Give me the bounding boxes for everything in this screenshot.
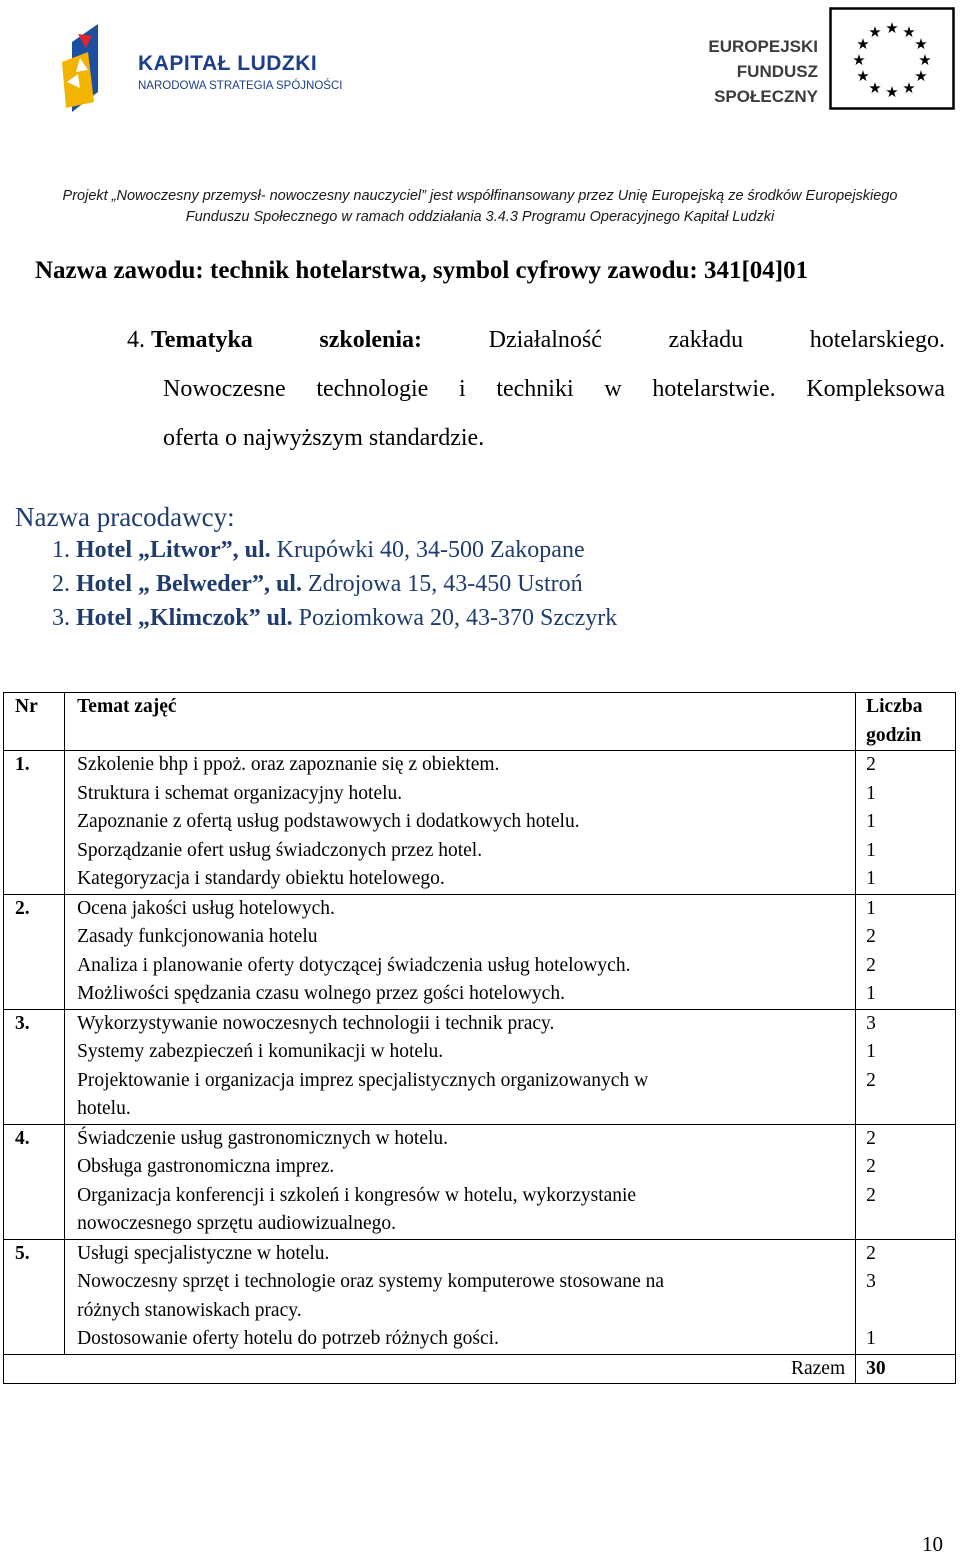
topic-number-label: 4. Tematyka xyxy=(127,327,253,353)
hours-value: 1 xyxy=(866,1328,876,1349)
svg-text:★: ★ xyxy=(868,79,882,97)
topic-line: Wykorzystywanie nowoczesnych technologii i technik pracy. xyxy=(77,1012,555,1034)
topic-line: Możliwości spędzania czasu wolnego przez gości hotelowych. xyxy=(77,983,565,1004)
topic-line: Dostosowanie oferty hotelu do potrzeb różnych gości. xyxy=(77,1328,499,1349)
hours-value: 2 xyxy=(866,1156,876,1177)
hours-value: 1 xyxy=(866,983,876,1004)
topic-word: w xyxy=(604,376,622,402)
kapital-ludzki-title: KAPITAŁ LUDZKI xyxy=(138,52,318,75)
header-hours: Liczba godzin xyxy=(856,693,956,751)
table-header-row xyxy=(4,693,956,751)
hours-value xyxy=(866,1297,955,1326)
row-number: 4. xyxy=(4,1124,65,1239)
project-info xyxy=(0,186,960,228)
topic-line: Szkolenie bhp i ppoż. oraz zapoznanie się z obiektem. xyxy=(77,754,500,775)
hours-value: 1 xyxy=(866,839,876,861)
svg-text:★: ★ xyxy=(852,51,866,69)
row-hours xyxy=(856,1009,956,1124)
row-number: 3. xyxy=(4,1009,65,1124)
kapital-ludzki-subtitle: NARODOWA STRATEGIA SPÓJNOŚCI xyxy=(138,80,343,92)
topic-line: Zasady funkcjonowania hotelu xyxy=(77,926,318,947)
topic-word: Działalność xyxy=(488,327,602,353)
table-row xyxy=(4,751,956,895)
efs-logo-text xyxy=(640,34,818,109)
hours-value: 2 xyxy=(866,1069,876,1091)
total-label: Razem xyxy=(4,1354,856,1384)
hours-value: 2 xyxy=(866,1127,876,1149)
topic-label-word: szkolenia: xyxy=(319,327,423,353)
eu-stars-icon xyxy=(829,7,955,110)
kapital-ludzki-emblem-icon xyxy=(58,22,138,118)
topic-line: Sporządzanie ofert usług świadczonych przez hotel. xyxy=(77,839,483,861)
employer-item: 3. Hotel „Klimczok” ul. Poziomkowa 20, 43-370 Szczyrk xyxy=(52,605,618,631)
total-value: 30 xyxy=(856,1354,956,1384)
row-topics xyxy=(65,1124,856,1239)
topic-line: Analiza i planowanie oferty dotyczącej świadczenia usług hotelowych. xyxy=(77,954,631,976)
svg-text:★: ★ xyxy=(885,19,899,37)
table-row xyxy=(4,1124,956,1239)
svg-text:★: ★ xyxy=(902,79,916,97)
topic-word: techniki xyxy=(496,376,574,402)
schedule-table xyxy=(3,692,956,1384)
row-topics xyxy=(65,1239,856,1354)
topic-line: Świadczenie usług gastronomicznych w hotelu. xyxy=(77,1127,449,1149)
svg-text:★: ★ xyxy=(914,67,928,85)
hours-value xyxy=(866,1210,955,1239)
hours-value: 3 xyxy=(866,1271,876,1292)
employer-item: 1. Hotel „Litwor”, ul. Krupówki 40, 34-500 Zakopane xyxy=(52,537,585,563)
hours-value: 2 xyxy=(866,1184,876,1206)
page-number: 10 xyxy=(922,1532,943,1556)
svg-text:★: ★ xyxy=(902,23,916,41)
topic-line: Usługi specjalistyczne w hotelu. xyxy=(77,1242,330,1264)
row-hours xyxy=(856,1239,956,1354)
topic-line: różnych stanowiskach pracy. xyxy=(77,1299,302,1321)
topic-line: hotelu. xyxy=(77,1098,131,1119)
topic-line-2 xyxy=(163,365,945,414)
row-number: 1. xyxy=(4,751,65,895)
row-topics xyxy=(65,894,856,1009)
row-topics xyxy=(65,751,856,895)
topic-word: technologie xyxy=(316,376,429,402)
hours-value: 1 xyxy=(866,1041,876,1062)
topic-line: Nowoczesny sprzęt i technologie oraz systemy komputerowe stosowane na xyxy=(77,1271,665,1292)
employer-item: 2. Hotel „ Belweder”, ul. Zdrojowa 15, 43-450 Ustroń xyxy=(52,571,583,597)
topic-line: Obsługa gastronomiczna imprez. xyxy=(77,1156,335,1177)
svg-text:★: ★ xyxy=(856,35,870,53)
hours-value: 1 xyxy=(866,868,876,889)
topic-word: i xyxy=(458,376,466,402)
topic-line: Projektowanie i organizacja imprez specjalistycznych organizowanych w xyxy=(77,1069,649,1091)
hours-value: 3 xyxy=(866,1012,876,1034)
project-line-1: Projekt „Nowoczesny przemysł- nowoczesny nauczyciel” jest współfinansowany przez Unię Europejską ze środków Europejskiego xyxy=(62,188,898,204)
hours-value: 2 xyxy=(866,954,876,976)
hours-value xyxy=(866,1095,955,1124)
hours-value: 2 xyxy=(866,926,876,947)
profession-title: Nazwa zawodu: technik hotelarstwa, symbol cyfrowy zawodu: 341[04]01 xyxy=(35,257,809,284)
topic-line: Struktura i schemat organizacyjny hotelu. xyxy=(77,782,403,804)
topic-word: hotelarskiego. xyxy=(809,327,945,353)
topic-line: Organizacja konferencji i szkoleń i kongresów w hotelu, wykorzystanie xyxy=(77,1184,637,1206)
topic-word: Kompleksowa xyxy=(806,376,945,402)
topic-line: Ocena jakości usług hotelowych. xyxy=(77,897,335,919)
table-row xyxy=(4,1239,956,1354)
row-number: 5. xyxy=(4,1239,65,1354)
project-line-2: Funduszu Społecznego w ramach oddziałania 3.4.3 Programu Operacyjnego Kapitał Ludzki xyxy=(185,209,775,225)
topic-word: hotelarstwie. xyxy=(652,376,776,402)
hours-value: 1 xyxy=(866,897,876,919)
row-hours xyxy=(856,1124,956,1239)
svg-text:★: ★ xyxy=(868,23,882,41)
table-row xyxy=(4,894,956,1009)
topic-line: Kategoryzacja i standardy obiektu hotelowego. xyxy=(77,868,445,889)
eu-flag-logo xyxy=(829,7,955,110)
hours-value: 1 xyxy=(866,782,876,804)
hours-value: 2 xyxy=(866,754,876,775)
topic-line-3: oferta o najwyższym standardzie. xyxy=(163,425,485,451)
efs-line-2: FUNDUSZ SPOŁECZNY xyxy=(714,62,818,106)
row-hours xyxy=(856,894,956,1009)
svg-text:★: ★ xyxy=(918,51,932,69)
hours-value: 2 xyxy=(866,1242,876,1264)
kapital-ludzki-logo xyxy=(58,22,358,118)
svg-text:★: ★ xyxy=(885,83,899,101)
topic-line: Systemy zabezpieczeń i komunikacji w hotelu. xyxy=(77,1041,444,1062)
row-number: 2. xyxy=(4,894,65,1009)
row-hours xyxy=(856,751,956,895)
topic-word: zakładu xyxy=(668,327,744,353)
topic-line: Zapoznanie z ofertą usług podstawowych i dodatkowych hotelu. xyxy=(77,811,580,832)
topic-line-1 xyxy=(127,316,945,365)
schedule-body xyxy=(4,751,956,1355)
employers-heading: Nazwa pracodawcy: xyxy=(15,502,235,532)
topic-line: nowoczesnego sprzętu audiowizualnego. xyxy=(77,1213,397,1234)
svg-text:★: ★ xyxy=(856,67,870,85)
hours-value: 1 xyxy=(866,811,876,832)
row-topics xyxy=(65,1009,856,1124)
svg-text:★: ★ xyxy=(914,35,928,53)
table-row xyxy=(4,1009,956,1124)
header-topic: Temat zajęć xyxy=(65,693,856,751)
topic-word: Nowoczesne xyxy=(163,376,286,402)
header-nr: Nr xyxy=(4,693,65,751)
total-row xyxy=(4,1354,956,1384)
efs-line-1: EUROPEJSKI xyxy=(708,37,818,56)
